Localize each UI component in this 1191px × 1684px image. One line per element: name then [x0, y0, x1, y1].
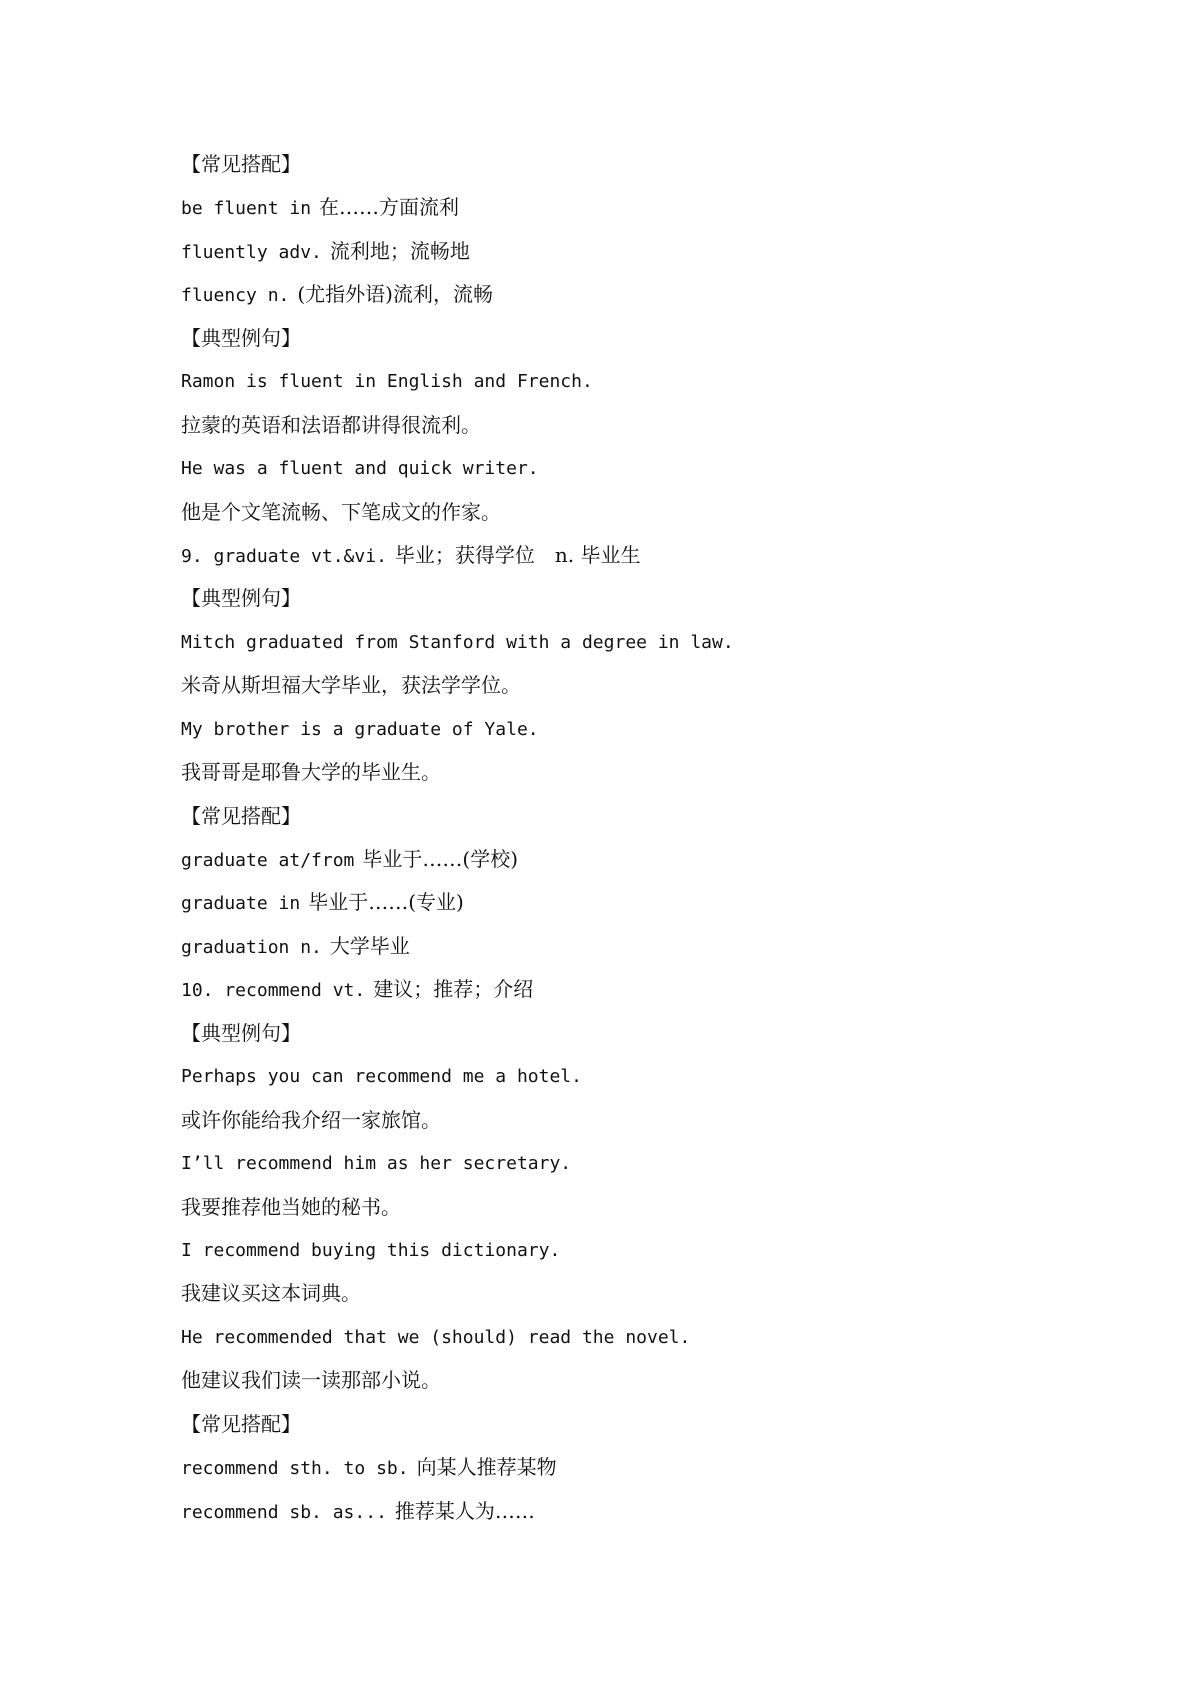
entry-term: recommend sth. to sb. [181, 1458, 409, 1480]
entry-term: recommend sb. as... [181, 1501, 387, 1523]
example-sentence-en: I recommend buying this dictionary. [181, 1239, 561, 1261]
entry-term: graduate in [181, 893, 301, 915]
example-sentence-zh: 我要推荐他当她的秘书。 [181, 1194, 401, 1219]
vocab-entry-recommend [181, 968, 1081, 1011]
entry-term: 10. recommend vt. [181, 980, 366, 1002]
entry-term: fluently adv. [181, 241, 322, 263]
example-sentence-en: Perhaps you can recommend me a hotel. [181, 1066, 582, 1088]
entry-meaning: 推荐某人为…… [394, 1498, 535, 1523]
example-sentence-zh: 拉蒙的英语和法语都讲得很流利。 [181, 412, 481, 437]
document-content [181, 143, 1081, 1533]
collocation-entry [181, 1446, 1081, 1489]
entry-meaning: 大学毕业 [329, 933, 410, 958]
example-sentence-en: He recommended that we (should) read the novel. [181, 1326, 691, 1348]
entry-term: graduate at/from [181, 850, 355, 871]
entry-term: be fluent in [181, 198, 312, 220]
entry-meaning: 建议；推荐；介绍 [373, 977, 534, 1002]
section-heading: 【典型例句】 [181, 1020, 301, 1045]
section-heading: 【典型例句】 [181, 586, 301, 611]
collocation-entry [181, 186, 1081, 229]
entry-meaning: 毕业于……(专业) [308, 890, 464, 915]
example-sentence-zh: 米奇从斯坦福大学毕业，获法学学位。 [181, 673, 521, 698]
example-sentence-en: Ramon is fluent in English and French. [181, 371, 593, 393]
entry-meaning: 毕业；获得学位 n. 毕业生 [394, 542, 641, 567]
entry-term: 9. graduate vt.&vi. [181, 545, 387, 567]
entry-term: fluency n. [181, 285, 290, 307]
example-sentence-en: I’ll recommend him as her secretary. [181, 1153, 572, 1175]
section-heading: 【常见搭配】 [181, 152, 301, 176]
section-heading: 【常见搭配】 [181, 803, 301, 828]
collocation-entry [181, 925, 1081, 968]
collocation-entry [181, 230, 1081, 273]
section-heading: 【典型例句】 [181, 325, 301, 350]
entry-meaning: 毕业于……(学校) [362, 847, 518, 871]
entry-meaning: (尤指外语)流利，流畅 [297, 282, 493, 307]
collocation-entry [181, 838, 1081, 881]
collocation-entry [181, 881, 1081, 924]
entry-meaning: 在……方面流利 [319, 195, 460, 220]
example-sentence-zh: 他建议我们读一读那部小说。 [181, 1368, 441, 1393]
section-heading: 【常见搭配】 [181, 1411, 301, 1436]
example-sentence-zh: 我建议买这本词典。 [181, 1281, 361, 1306]
vocab-entry-graduate [181, 534, 1081, 577]
example-sentence-zh: 我哥哥是耶鲁大学的毕业生。 [181, 760, 441, 785]
example-sentence-zh: 他是个文笔流畅、下笔成文的作家。 [181, 499, 501, 524]
example-sentence-en: Mitch graduated from Stanford with a degree in law. [181, 631, 734, 653]
collocation-entry [181, 273, 1081, 316]
example-sentence-en: My brother is a graduate of Yale. [181, 718, 539, 740]
example-sentence-zh: 或许你能给我介绍一家旅馆。 [181, 1107, 441, 1132]
example-sentence-en: He was a fluent and quick writer. [181, 458, 539, 480]
entry-meaning: 流利地；流畅地 [329, 238, 470, 263]
collocation-entry [181, 1490, 1081, 1533]
entry-meaning: 向某人推荐某物 [416, 1455, 557, 1480]
entry-term: graduation n. [181, 936, 322, 958]
